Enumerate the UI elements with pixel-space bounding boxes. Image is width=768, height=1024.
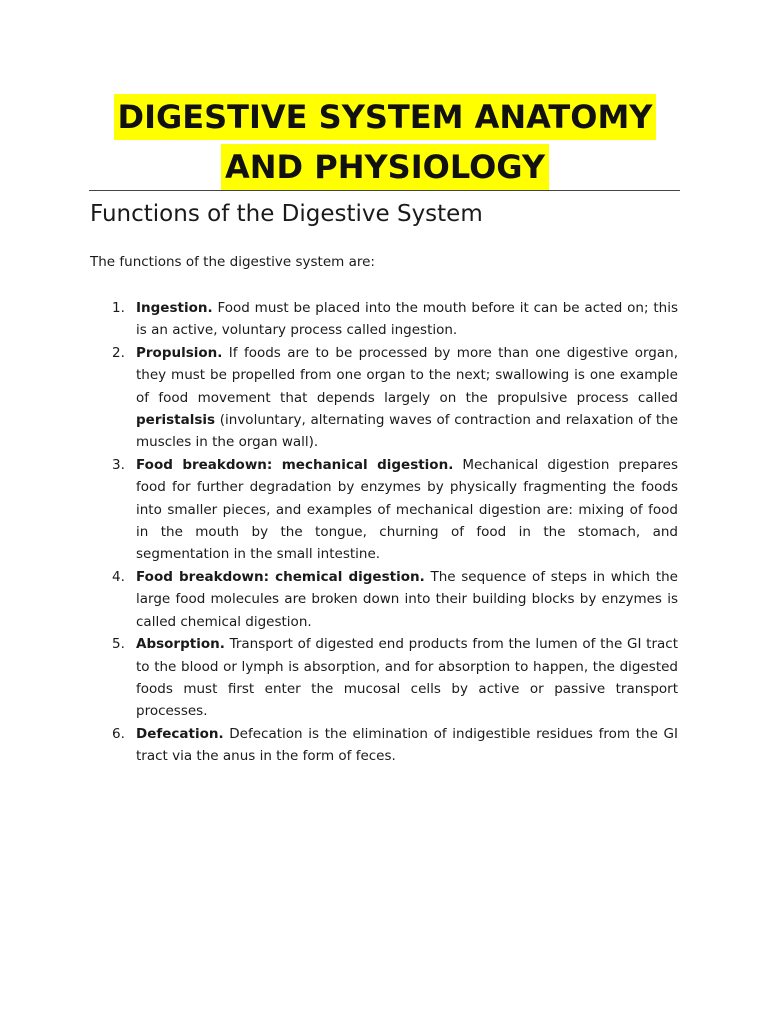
item-number: 6. (112, 725, 125, 742)
item-number: 5. (112, 636, 125, 653)
item-text: Defecation is the elimination of indigestible residues from the GI tract via the anus in the form of feces. (136, 725, 678, 765)
item-text: Mechanical digestion prepares food for further degradation by enzymes by physically fragmenting the foods into smaller pieces, and examples of mechanical digestion are: mixing of food in the mouth by the tongue, churning of food in the stomach, and segmentation in the small intestine. (136, 456, 678, 563)
item-number: 1. (112, 300, 125, 316)
item-number: 3. (112, 456, 125, 473)
item-number: 4. (112, 568, 125, 585)
item-term: Absorption. (136, 636, 225, 653)
item-text: The sequence of steps in which the large food molecules are broken down into their building blocks by enzymes is called chemical digestion. (136, 568, 678, 630)
document-title (90, 94, 680, 190)
item-text: Transport of digested end products from the lumen of the GI tract to the blood or lymph is absorption, and for absorption to happen, the digested foods must first enter the mucosal cells by active or passive transport processes. (136, 636, 678, 720)
item-term: Food breakdown: chemical digestion. (136, 568, 425, 585)
item-text: Food must be placed into the mouth before it can be acted on; this is an active, voluntary process called ingestion. (136, 300, 678, 339)
title-line-1: DIGESTIVE SYSTEM ANATOMY (114, 94, 657, 140)
item-term: Ingestion. (136, 300, 213, 316)
list-item-propulsion (90, 342, 678, 454)
item-term: Food breakdown: mechanical digestion. (136, 456, 454, 473)
list-item-ingestion (90, 297, 678, 342)
title-divider (89, 190, 680, 191)
section-heading: Functions of the Digestive System (90, 201, 483, 227)
list-item-mechanical-digestion (90, 454, 678, 566)
item-text: If foods are to be processed by more than one digestive organ, they must be propelled from one organ to the next; swallowing is one example of food movement that depends largely on the propulsive process called (136, 344, 678, 406)
list-item-chemical-digestion (90, 566, 678, 633)
item-term: Propulsion. (136, 344, 223, 361)
list-item-absorption (90, 633, 678, 723)
title-line-2: AND PHYSIOLOGY (221, 144, 549, 190)
item-bold-term: peristalsis (136, 412, 216, 429)
item-text-continued: (involuntary, alternating waves of contraction and relaxation of the muscles in the organ wall). (136, 412, 678, 451)
item-term: Defecation. (136, 725, 224, 742)
functions-list (90, 297, 678, 768)
item-number: 2. (112, 344, 125, 361)
list-item-defecation (90, 723, 678, 768)
intro-paragraph: The functions of the digestive system are: (90, 254, 375, 270)
